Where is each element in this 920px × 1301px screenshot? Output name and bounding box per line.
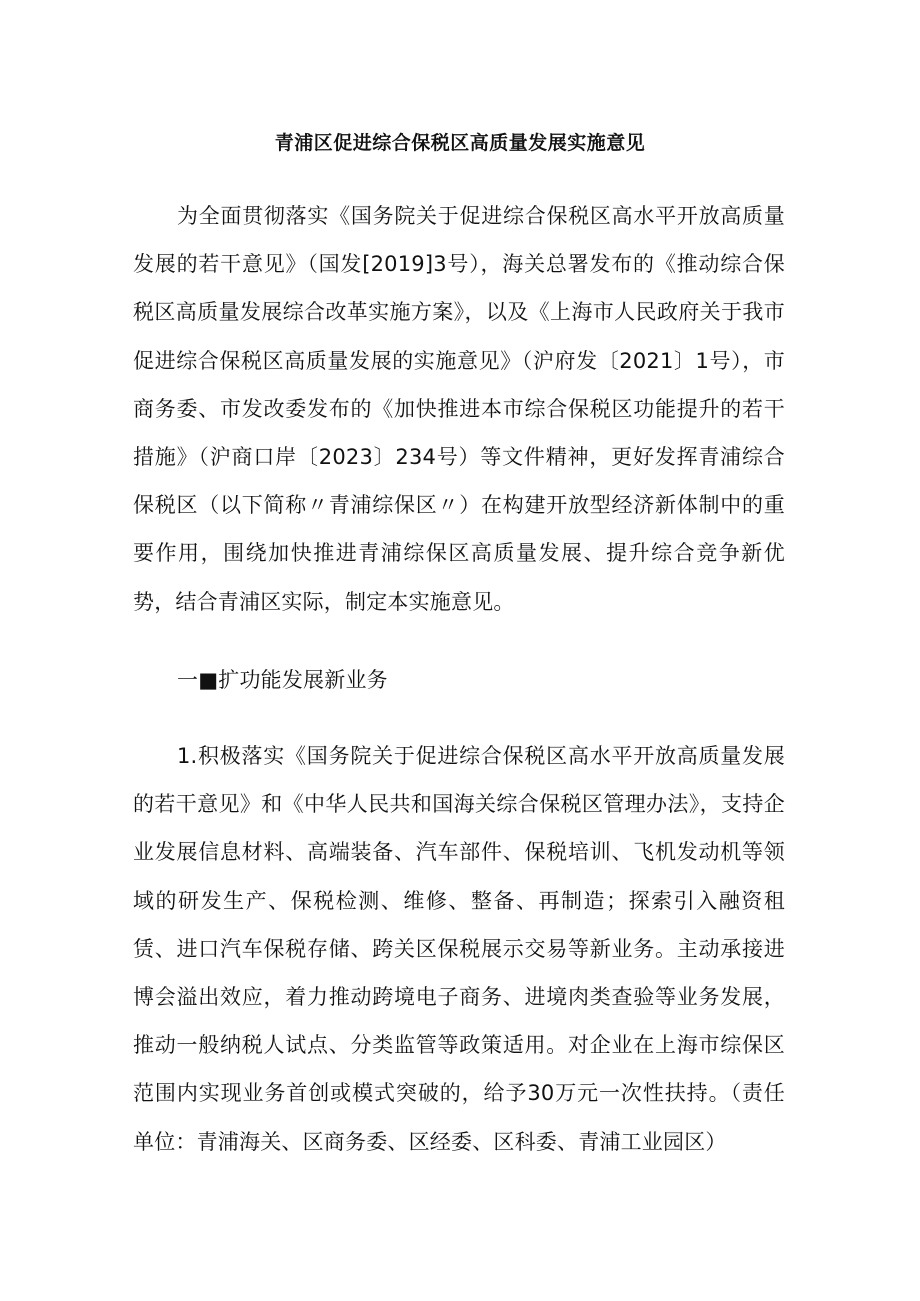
item-paragraph: 1.积极落实《国务院关于促进综合保税区高水平开放高质量发展的若干意见》和《中华人民共和国海关综合保税区管理办法》，支持企业发展信息材料、高端装备、汽车部件、保税培训、飞机发动机等领域的研发生产、保税检测、维修、整备、再制造；探索引入融资租赁、进口汽车保税存储、跨关区保税展示交易等新业务。主动承接进博会溢出效应，着力推动跨境电子商务、进境肉类查验等业务发展，推动一般纳税人试点、分类监管等政策适用。对企业在上海市综保区范围内实现业务首创或模式突破的，给予30万元一次性扶持。（责任单位：青浦海关、区商务委、区经委、区科委、青浦工业园区） (133, 744, 785, 1154)
document-title: 青浦区促进综合保税区高质量发展实施意见 (274, 132, 646, 154)
intro-paragraph: 为全面贯彻落实《国务院关于促进综合保税区高水平开放高质量发展的若干意见》（国发[2019]3号），海关总署发布的《推动综合保税区高质量发展综合改革实施方案》，以及《上海市人民政府关于我市促进综合保税区高质量发展的实施意见》（沪府发〔2021〕1号），市商务委、市发改委发布的《加快推进本市综合保税区功能提升的若干措施》（沪商口岸〔2023〕234号）等文件精神，更好发挥青浦综合保税区（以下简称〃青浦综保区〃）在构建开放型经济新体制中的重要作用，围绕加快推进青浦综保区高质量发展、提升综合竞争新优势，结合青浦区实际，制定本实施意见。 (133, 204, 785, 614)
section-heading: 一■扩功能发展新业务 (177, 668, 388, 692)
